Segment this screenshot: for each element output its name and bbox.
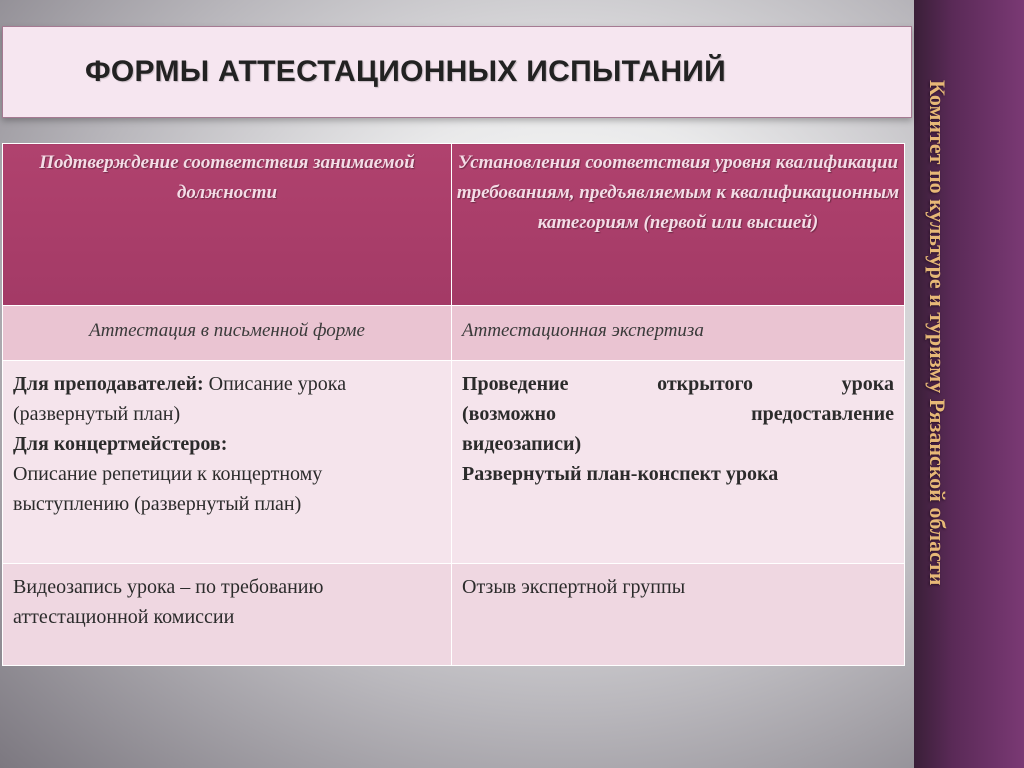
attestation-forms-table: [2, 143, 905, 666]
header-qualification-text: Установления соответствия уровня квалификации требованиям, предъявляемым к квалификационным категориям (первой или высшей): [456, 152, 900, 233]
teachers-text: Описание урока (развернутый план): [13, 373, 347, 425]
table-header-row: [3, 144, 905, 306]
expertise-line-3: видеозаписи): [462, 433, 582, 455]
expertise-word: предоставление: [751, 403, 894, 425]
expertise-word: (возможно: [462, 403, 556, 425]
expertise-word: открытого: [657, 373, 754, 395]
expertise-line-4: Развернутый план-конспект урока: [462, 463, 779, 485]
sidebar-organization-text: Комитет по культуре и туризму Рязанской области: [925, 80, 950, 586]
table-row: [3, 361, 905, 564]
header-cell-position: [3, 144, 452, 306]
header-cell-qualification: [452, 144, 905, 306]
expertise-line-1: [462, 369, 894, 399]
teachers-label: Для преподавателей:: [13, 373, 204, 395]
subheader-written: Аттестация в письменной форме: [3, 306, 452, 361]
expertise-word: Проведение: [462, 373, 569, 395]
expertise-line-2: [462, 399, 894, 429]
written-form-cell: [3, 361, 452, 564]
accompanists-text: Описание репетиции к концертному выступлению (развернутый план): [13, 463, 323, 515]
expert-review-cell: Отзыв экспертной группы: [452, 564, 905, 666]
header-position-text: Подтверждение соответствия занимаемой должности: [39, 152, 415, 203]
expertise-word: урока: [841, 373, 894, 395]
subheader-expertise: Аттестационная экспертиза: [452, 306, 905, 361]
page-title: ФОРМЫ АТТЕСТАЦИОННЫХ ИСПЫТАНИЙ: [85, 55, 727, 88]
expertise-cell: [452, 361, 905, 564]
accompanists-label: Для концертмейстеров:: [13, 433, 228, 455]
title-box: [2, 26, 912, 118]
video-requirement-cell: Видеозапись урока – по требованию аттестационной комиссии: [3, 564, 452, 666]
table-subheader-row: [3, 306, 905, 361]
table-row: [3, 564, 905, 666]
